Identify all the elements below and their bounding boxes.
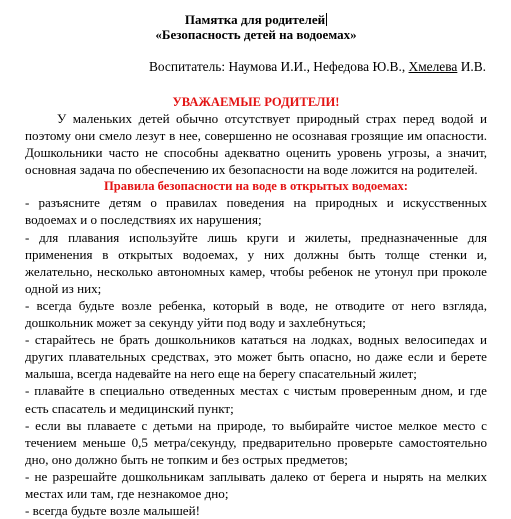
- document-subtitle: «Безопасность детей на водоемах»: [155, 27, 357, 42]
- rules-list: [25, 194, 487, 519]
- intro-paragraph: У маленьких детей обычно отсутствует природный страх перед водой и поэтому они смело лезут в нее, совершенно не осознавая грозящие им опасности. Дошкольники часто не способны адекватно оценить уровень угрозы, а значит, основная задача по обеспечению их безопасности на воде ложится на родителей.: [25, 111, 487, 178]
- rules-heading: Правила безопасности на воде в открытых водоемах:: [103, 179, 408, 194]
- rule-item: - старайтесь не брать дошкольников кататься на лодках, водных велосипедах и других плавательных средствах, это может быть опасно, но даже если и берете малыша, всегда надевайте на него еще на берегу спасательный жилет;: [25, 332, 487, 382]
- rule-item: - для плавания используйте лишь круги и жилеты, предназначенные для применения в открытых водоемах, у них должны быть толще стенки и, желательно, несколько автономных камер, чтобы ребенок не утонул при проколе одной из них;: [25, 229, 487, 296]
- rule-item: - плавайте в специально отведенных местах с чистым проверенным дном, и где есть спасатель и медицинский пункт;: [25, 383, 487, 416]
- title-line-1: Памятка для родителей: [184, 12, 326, 27]
- teachers-line: [25, 59, 487, 75]
- rule-item: - всегда будьте возле ребенка, который в воде, не отводите от него взгляда, дошкольник может за секунду уйти под воду и захлебнуться;: [25, 297, 487, 331]
- greeting-heading: УВАЖАЕМЫЕ РОДИТЕЛИ!: [172, 95, 340, 109]
- document-page: [25, 12, 487, 519]
- rule-item: - всегда будьте возле малышей!: [25, 503, 200, 519]
- rule-item: - если вы плаваете с детьми на природе, то выбирайте чистое мелкое место с течением меньше 0,5 метра/секунду, предварительно проверьте самостоятельно дно, оно должно быть не топким и без острых предметов;: [25, 417, 487, 467]
- document-title: [25, 12, 487, 27]
- text-cursor: [326, 13, 327, 26]
- rule-item: - разъясните детям о правилах поведения на природных и искусственных водоемах и о последствиях их нарушения;: [25, 195, 487, 228]
- teachers-prefix: Воспитатель:: [148, 59, 229, 74]
- rule-item: - не разрешайте дошкольникам заплывать далеко от берега и нырять на мелких местах или там, где незнакомое дно;: [25, 468, 487, 501]
- teacher-name-tail: И.В.: [457, 59, 486, 74]
- teacher-name-underlined: Хмелева: [408, 59, 458, 74]
- teachers-names: Наумова И.И., Нефедова Ю.В.,: [228, 59, 409, 74]
